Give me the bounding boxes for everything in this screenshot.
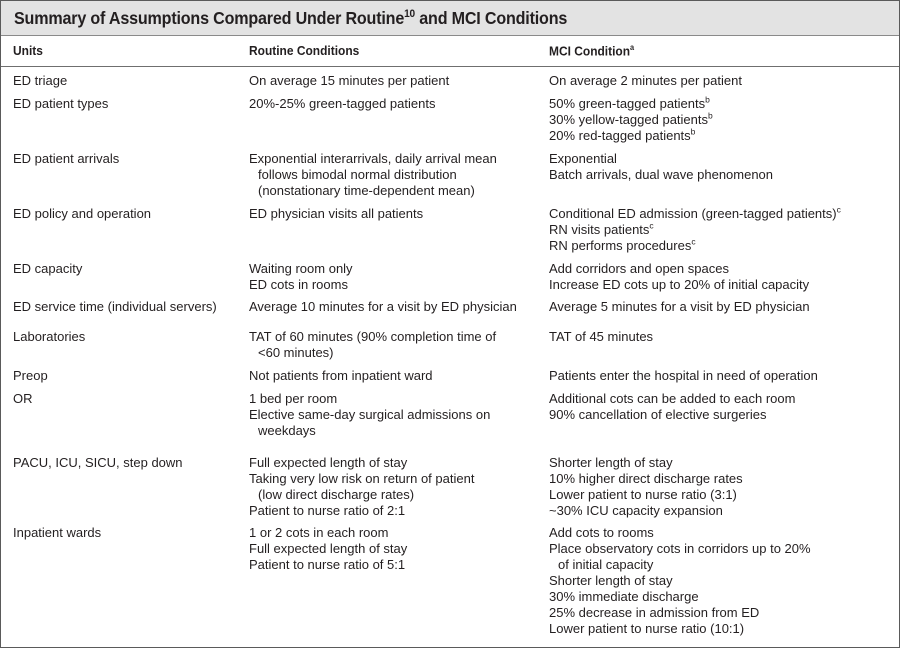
- cell-line: RN visits patients$^c$: [549, 220, 654, 237]
- header-routine: Routine Conditions: [249, 43, 360, 58]
- routine-cell: [249, 299, 517, 315]
- mci-cell: [549, 151, 773, 183]
- cell-line: 25% decrease in admission from ED: [549, 605, 760, 620]
- footnote-marker: c: [649, 220, 654, 231]
- cell-line: 1 or 2 cots in each room: [249, 525, 389, 540]
- cell-line: Full expected length of stay: [249, 541, 408, 556]
- cell-line: 50% green-tagged patients$^b$: [549, 94, 710, 111]
- routine-cell: [249, 96, 435, 112]
- header-mci-footnote: a: [630, 43, 635, 52]
- mci-cell: [549, 261, 809, 293]
- cell-line: On average 2 minutes per patient: [549, 73, 742, 88]
- cell-line: (nonstationary time-dependent mean): [258, 183, 475, 198]
- header-mci: MCI Condition$^a$: [549, 43, 635, 59]
- cell-line: ED cots in rooms: [249, 277, 348, 292]
- cell-line: Add corridors and open spaces: [549, 261, 729, 276]
- cell-line: 90% cancellation of elective surgeries: [549, 407, 767, 422]
- mci-cell: [549, 206, 841, 254]
- unit-cell: OR: [13, 391, 33, 406]
- cell-line: 30% immediate discharge: [549, 589, 699, 604]
- cell-line: Place observatory cots in corridors up to 20%: [549, 541, 811, 556]
- cell-line: RN performs procedures$^c$: [549, 236, 696, 253]
- mci-cell: [549, 73, 742, 89]
- cell-line: Additional cots can be added to each room: [549, 391, 796, 406]
- cell-line: of initial capacity: [558, 557, 654, 572]
- cell-line: <60 minutes): [258, 345, 334, 360]
- cell-line: TAT of 60 minutes (90% completion time of: [249, 329, 497, 344]
- cell-line: (low direct discharge rates): [258, 487, 415, 502]
- cell-line: Patient to nurse ratio of 5:1: [249, 557, 406, 572]
- cell-line: Conditional ED admission (green-tagged patients)$^c$: [549, 204, 841, 221]
- cell-line: 20% red-tagged patients$^b$: [549, 126, 696, 143]
- routine-cell: [249, 151, 497, 199]
- cell-line: Batch arrivals, dual wave phenomenon: [549, 167, 774, 182]
- unit-cell: ED service time (individual servers): [13, 299, 217, 314]
- cell-line: Shorter length of stay: [549, 455, 673, 470]
- unit-cell: ED policy and operation: [13, 206, 152, 221]
- mci-cell: [549, 525, 811, 637]
- unit-cell: ED triage: [13, 73, 68, 88]
- cell-line: follows bimodal normal distribution: [258, 167, 457, 182]
- cell-line: Add cots to rooms: [549, 525, 654, 540]
- cell-line: Shorter length of stay: [549, 573, 673, 588]
- cell-line: Lower patient to nurse ratio (10:1): [549, 621, 745, 636]
- routine-cell: [249, 73, 449, 89]
- footnote-marker: b: [705, 94, 710, 105]
- table-title: Summary of Assumptions Compared Under Routine$^{10}$ and MCI Conditions: [14, 7, 568, 28]
- unit-cell: ED patient types: [13, 96, 109, 111]
- column-headers: [1, 36, 899, 67]
- cell-line: Taking very low risk on return of patient: [249, 471, 475, 486]
- cell-line: 30% yellow-tagged patients$^b$: [549, 110, 713, 127]
- cell-line: Elective same-day surgical admissions on: [249, 407, 491, 422]
- unit-cell: Laboratories: [13, 329, 86, 344]
- cell-line: Average 5 minutes for a visit by ED physician: [549, 299, 810, 314]
- table-title-bar: [1, 1, 899, 36]
- cell-line: Patients enter the hospital in need of operation: [549, 368, 818, 383]
- cell-line: ~30% ICU capacity expansion: [549, 503, 723, 518]
- cell-line: Lower patient to nurse ratio (3:1): [549, 487, 737, 502]
- routine-cell: [249, 261, 353, 293]
- cell-line: 1 bed per room: [249, 391, 338, 406]
- routine-cell: [249, 455, 474, 519]
- cell-line: Patient to nurse ratio of 2:1: [249, 503, 406, 518]
- cell-line: On average 15 minutes per patient: [249, 73, 450, 88]
- unit-cell: ED patient arrivals: [13, 151, 120, 166]
- mci-cell: [549, 368, 818, 384]
- cell-line: TAT of 45 minutes: [549, 329, 654, 344]
- cell-line: Waiting room only: [249, 261, 353, 276]
- cell-line: Exponential interarrivals, daily arrival mean: [249, 151, 497, 166]
- cell-line: Full expected length of stay: [249, 455, 408, 470]
- cell-line: Increase ED cots up to 20% of initial capacity: [549, 277, 810, 292]
- title-reference: 10: [404, 7, 415, 20]
- cell-line: Exponential: [549, 151, 617, 166]
- footnote-marker: c: [691, 236, 696, 247]
- routine-cell: [249, 329, 496, 361]
- footnote-marker: c: [836, 204, 841, 215]
- header-units: Units: [13, 43, 43, 58]
- mci-cell: [549, 96, 713, 144]
- mci-cell: [549, 329, 653, 345]
- cell-line: 10% higher direct discharge rates: [549, 471, 743, 486]
- mci-cell: [549, 391, 795, 423]
- cell-line: weekdays: [258, 423, 316, 438]
- cell-line: 20%-25% green-tagged patients: [249, 96, 436, 111]
- routine-cell: [249, 525, 407, 573]
- routine-cell: [249, 206, 423, 222]
- mci-cell: [549, 455, 743, 519]
- routine-cell: [249, 391, 490, 439]
- cell-line: Not patients from inpatient ward: [249, 368, 433, 383]
- cell-line: Average 10 minutes for a visit by ED physician: [249, 299, 517, 314]
- unit-cell: Inpatient wards: [13, 525, 102, 540]
- routine-cell: [249, 368, 433, 384]
- unit-cell: ED capacity: [13, 261, 83, 276]
- footnote-marker: b: [708, 110, 713, 121]
- mci-cell: [549, 299, 810, 315]
- footnote-marker: b: [690, 126, 696, 137]
- unit-cell: Preop: [13, 368, 48, 383]
- unit-cell: PACU, ICU, SICU, step down: [13, 455, 183, 470]
- cell-line: ED physician visits all patients: [249, 206, 424, 221]
